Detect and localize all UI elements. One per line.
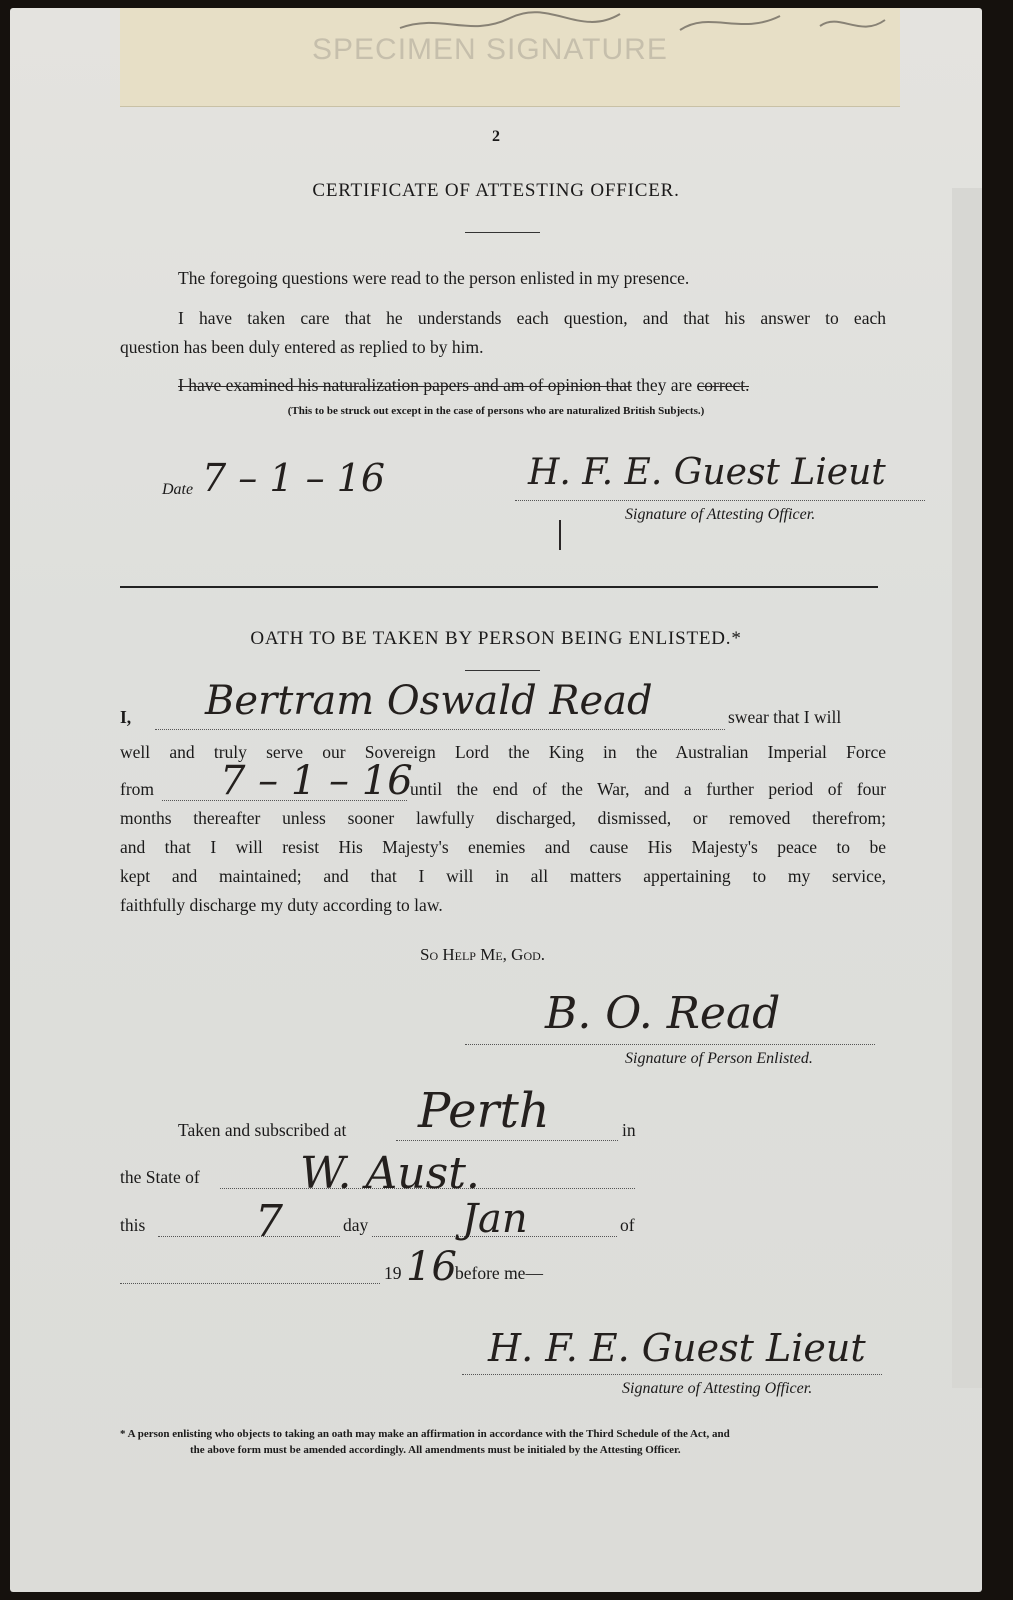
struck-text: I have examined his naturalization papers and am of opinion that — [178, 375, 632, 395]
officer-caption-1: Signature of Attesting Officer. — [625, 506, 816, 523]
signature-line-2 — [462, 1374, 882, 1375]
oath-prefix: I, — [120, 707, 132, 727]
ink-mark — [559, 520, 561, 550]
footnote-line-1: * A person enlisting who objects to taking an oath may make an affirmation in accordance with the Third Schedule of the Act, and — [120, 1428, 730, 1440]
oath-heading-rule — [465, 670, 540, 671]
name-line — [155, 729, 725, 730]
person-signature-caption: Signature of Person Enlisted. — [625, 1050, 813, 1067]
struck-tail: correct. — [696, 375, 750, 395]
taken-label: Taken and subscribed at — [178, 1120, 347, 1140]
certificate-para-1: The foregoing questions were read to the person enlisted in my presence. — [178, 268, 690, 288]
specimen-signature-stamp: SPECIMEN SIGNATURE — [312, 33, 668, 66]
specimen-signature-tab — [120, 8, 900, 107]
person-signature-line — [465, 1044, 875, 1045]
heading-rule — [465, 232, 540, 233]
oath-line-2: well and truly serve our Sovereign Lord the King in the Australian Imperial Force — [120, 742, 886, 762]
blank-line — [120, 1283, 380, 1284]
place-line — [396, 1140, 618, 1141]
oath-line-6: kept and maintained; and that I will in all matters appertaining to my service, — [120, 866, 886, 886]
unstruck-text: they are — [636, 375, 693, 395]
day-line — [158, 1236, 340, 1237]
footnote-line-2: the above form must be amended accordingly. All amendments must be initialed by the Attesting Officer. — [190, 1444, 681, 1456]
place-value: Perth — [418, 1083, 550, 1139]
enlistee-name: Bertram Oswald Read — [205, 678, 653, 724]
closing-phrase: So Help Me, God. — [420, 945, 546, 964]
section-divider — [120, 586, 878, 588]
naturalization-line — [178, 371, 749, 400]
from-label: from — [120, 779, 155, 799]
officer-signature-2: H. F. E. Guest Lieut — [488, 1326, 866, 1370]
from-date-value: 7 – 1 – 16 — [220, 758, 413, 804]
oath-heading: OATH TO BE TAKEN BY PERSON BEING ENLISTED.* — [250, 628, 742, 649]
officer-caption-2: Signature of Attesting Officer. — [622, 1380, 813, 1397]
officer-signature-1: H. F. E. Guest Lieut — [528, 452, 886, 493]
in-label: in — [622, 1120, 636, 1140]
year-prefix: 19 — [384, 1263, 402, 1283]
month-value: Jan — [462, 1196, 528, 1242]
oath-line-4: months thereafter unless sooner lawfully discharged, dismissed, or removed therefrom; — [120, 808, 886, 828]
day-value: 7 — [255, 1196, 283, 1247]
oath-line-5: and that I will resist His Majesty's enemies and cause His Majesty's peace to be — [120, 837, 886, 857]
oath-line-3-tail: until the end of the War, and a further period of four — [410, 779, 886, 799]
signature-line-1 — [515, 500, 925, 501]
date-label: Date — [162, 481, 194, 498]
of-label: of — [620, 1215, 635, 1235]
certificate-para-2-line-2: question has been duly entered as replied to by him. — [120, 337, 484, 357]
day-label: day — [343, 1215, 369, 1235]
page-shadow-edge — [952, 188, 982, 1388]
certificate-heading: CERTIFICATE OF ATTESTING OFFICER. — [312, 180, 680, 201]
this-label: this — [120, 1215, 146, 1235]
oath-line-1-tail: swear that I will — [728, 707, 842, 727]
person-signature: B. O. Read — [545, 988, 781, 1039]
certificate-para-2-line-1: I have taken care that he understands each question, and that his answer to each — [178, 308, 886, 328]
before-me-label: before me— — [455, 1263, 543, 1283]
document-page — [10, 8, 982, 1592]
naturalization-note: (This to be struck out except in the case of persons who are naturalized British Subjects.) — [287, 405, 705, 417]
year-value: 16 — [406, 1244, 457, 1290]
oath-line-7: faithfully discharge my duty according to law. — [120, 895, 443, 915]
state-label: the State of — [120, 1167, 200, 1187]
date-value: 7 – 1 – 16 — [202, 456, 386, 500]
state-value: W. Aust. — [300, 1148, 480, 1199]
page-number: 2 — [492, 128, 500, 145]
